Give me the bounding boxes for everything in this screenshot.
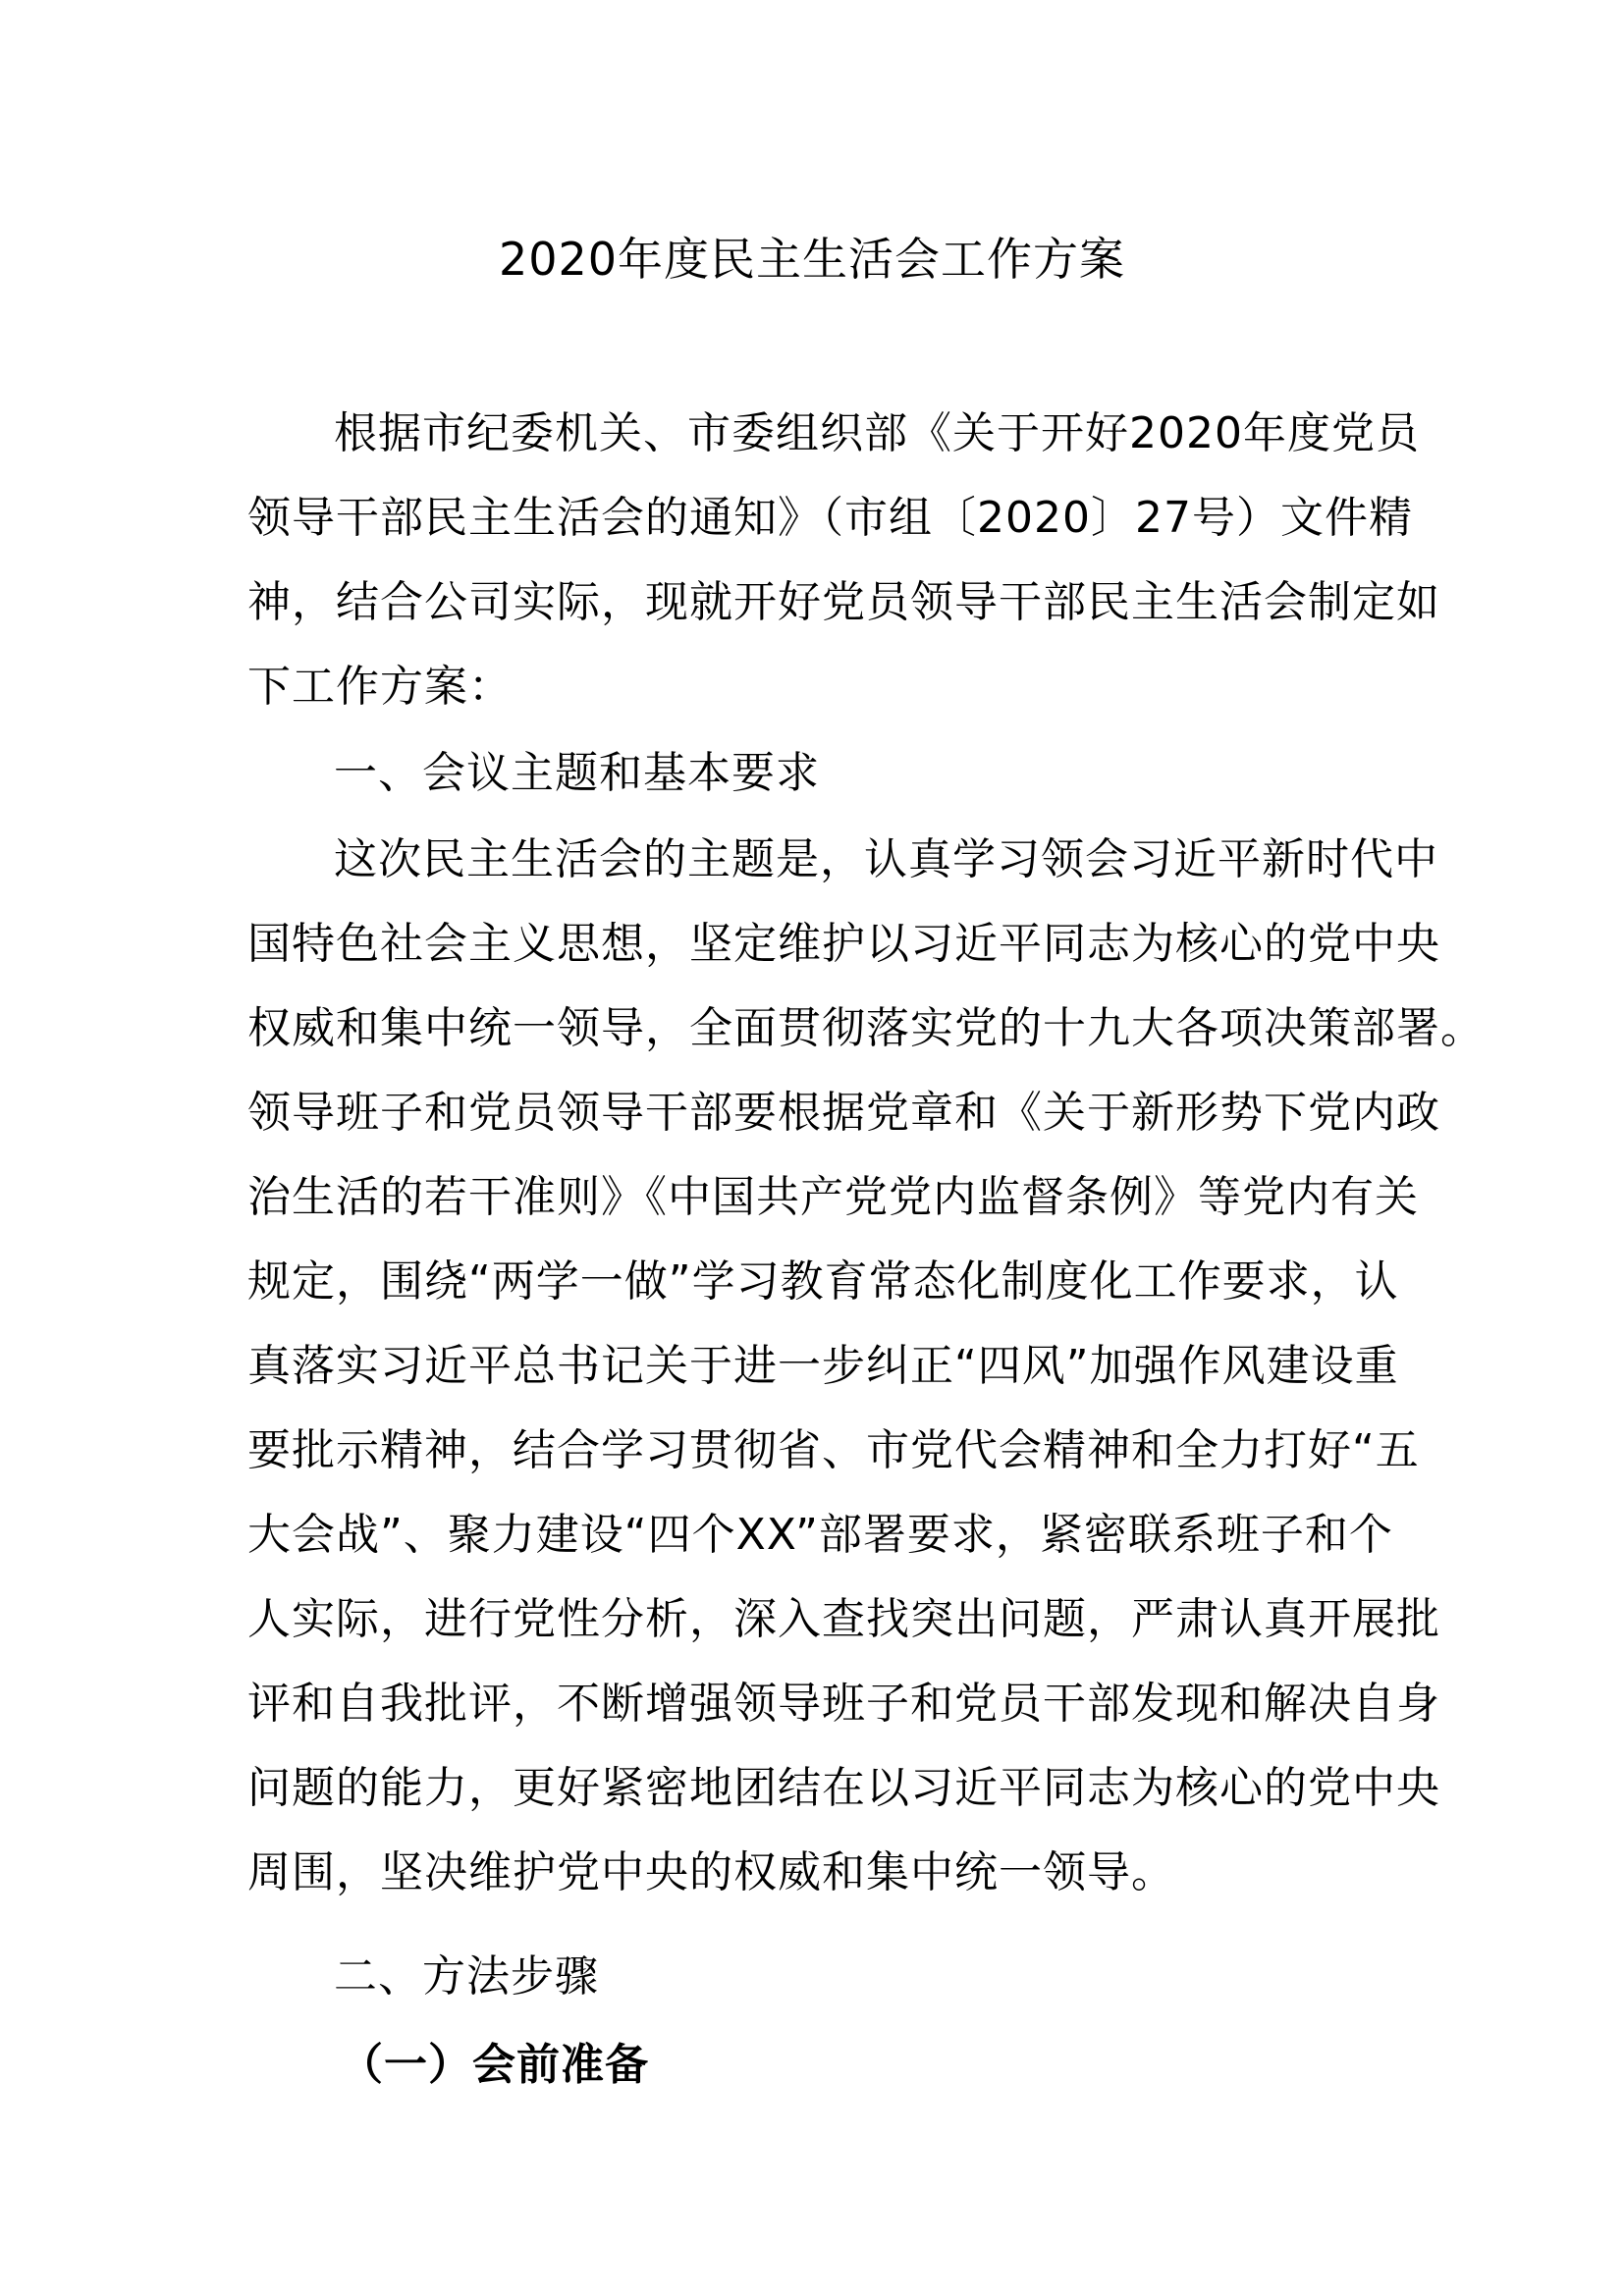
section1-line-12: 问题的能力，更好紧密地团结在以习近平同志为核心的党中央 <box>247 1763 1440 1813</box>
section1-line-2: 国特色社会主义思想，坚定维护以习近平同志为核心的党中央 <box>247 919 1440 969</box>
section1-line-10: 人实际，进行党性分析，深入查找突出问题，严肃认真开展批 <box>247 1594 1440 1644</box>
section1-line-5: 治生活的若干准则》《中国共产党党内监督条例》等党内有关 <box>247 1172 1419 1222</box>
intro-line-1: 根据市纪委机关、市委组织部《关于开好2020年度党员 <box>334 408 1420 458</box>
section1-line-8: 要批示精神，结合学习贯彻省、市党代会精神和全力打好“五 <box>247 1425 1420 1475</box>
section1-heading: 一、会议主题和基本要求 <box>334 748 820 798</box>
section1-line-11: 评和自我批评，不断增强领导班子和党员干部发现和解决自身 <box>247 1679 1440 1729</box>
intro-line-2: 领导干部民主生活会的通知》（市组〔2020〕27号）文件精 <box>247 493 1413 543</box>
section1-line-13: 周围，坚决维护党中央的权威和集中统一领导。 <box>247 1847 1175 1897</box>
section2-subheading-1: （一）会前准备 <box>340 2040 649 2090</box>
section1-line-3: 权威和集中统一领导，全面贯彻落实党的十九大各项决策部署。 <box>247 1003 1485 1053</box>
section1-line-9: 大会战”、聚力建设“四个XX”部署要求，紧密联系班子和个 <box>247 1510 1393 1560</box>
section1-line-7: 真落实习近平总书记关于进一步纠正“四风”加强作风建设重 <box>247 1341 1399 1391</box>
section1-line-4: 领导班子和党员领导干部要根据党章和《关于新形势下党内政 <box>247 1088 1440 1138</box>
document-title: 2020年度民主生活会工作方案 <box>498 233 1126 286</box>
section1-line-6: 规定，围绕“两学一做”学习教育常态化制度化工作要求，认 <box>247 1256 1399 1307</box>
section2-heading: 二、方法步骤 <box>334 1951 599 2002</box>
intro-line-4: 下工作方案： <box>247 662 513 712</box>
intro-line-3: 神，结合公司实际，现就开好党员领导干部民主生活会制定如 <box>247 577 1440 627</box>
section1-line-1: 这次民主生活会的主题是，认真学习领会习近平新时代中 <box>334 834 1438 884</box>
